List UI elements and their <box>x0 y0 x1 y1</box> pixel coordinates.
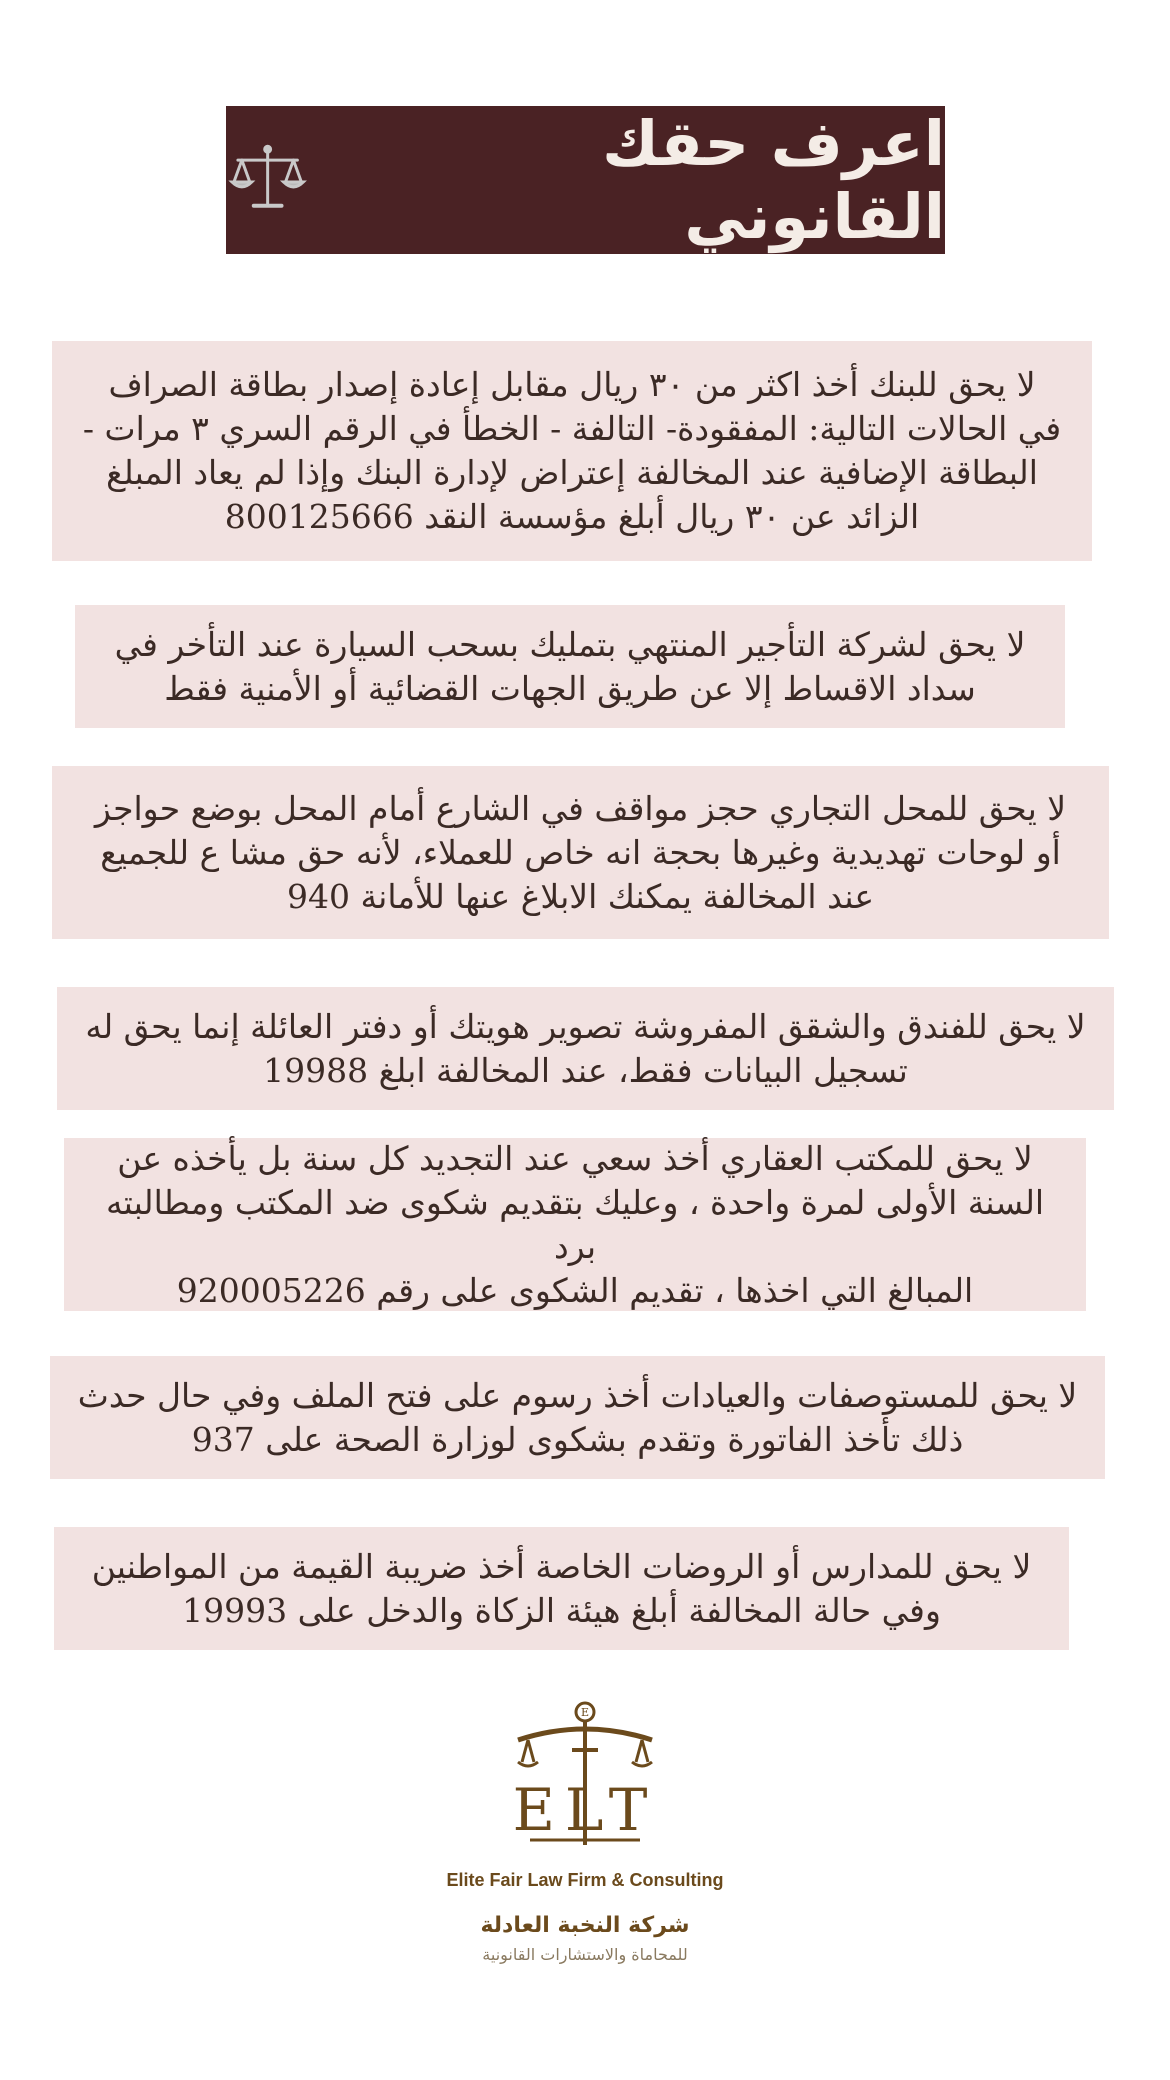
card-line: عند المخالفة يمكنك الابلاغ عنها للأمانة 940 <box>286 876 875 916</box>
right-card-shop-parking <box>52 766 1109 939</box>
firm-logo <box>500 1700 670 1852</box>
card-line: ذلك تأخذ الفاتورة وتقدم بشكوى لوزارة الصحة على 937 <box>191 1419 964 1459</box>
right-card-clinics <box>50 1356 1105 1479</box>
card-line: وفي حالة المخالفة أبلغ هيئة الزكاة والدخل على 19993 <box>182 1590 941 1630</box>
card-line: أو لوحات تهديدية وغيرها بحجة انه خاص للعملاء، لأنه حق مشا ع للجميع <box>100 832 1061 872</box>
firm-logo-block <box>385 1700 785 1964</box>
scales-icon <box>226 138 309 222</box>
card-line: لا يحق للمستوصفات والعيادات أخذ رسوم على فتح الملف وفي حال حدث <box>77 1375 1078 1415</box>
card-line: الزائد عن ٣٠ ريال أبلغ مؤسسة النقد 800125666 <box>224 497 920 536</box>
card-line: سداد الاقساط إلا عن طريق الجهات القضائية أو الأمنية فقط <box>164 668 976 708</box>
firm-name-ar: شركة النخبة العادلة <box>480 1913 690 1938</box>
card-line: السنة الأولى لمرة واحدة ، وعليك بتقديم شكوى ضد المكتب ومطالبته برد <box>105 1182 1045 1266</box>
card-line: لا يحق لشركة التأجير المنتهي بتمليك بسحب السيارة عند التأخر في <box>114 624 1026 664</box>
right-card-schools <box>54 1527 1069 1650</box>
firm-name-en: Elite Fair Law Firm & Consulting <box>446 1870 724 1890</box>
firm-subtitle-ar: للمحاماة والاستشارات القانونية <box>482 1945 688 1964</box>
title-banner <box>226 106 945 254</box>
card-line: لا يحق للمكتب العقاري أخذ سعي عند التجديد كل سنة بل يأخذه عن <box>117 1138 1033 1178</box>
card-line: في الحالات التالية: المفقودة- التالفة - الخطأ في الرقم السري ٣ مرات - <box>82 409 1062 448</box>
card-line: لا يحق للمدارس أو الروضات الخاصة أخذ ضريبة القيمة من المواطنين <box>91 1546 1032 1586</box>
right-card-hotel <box>57 987 1114 1110</box>
logo-letters: ELT <box>512 1776 658 1844</box>
card-line: لا يحق للفندق والشقق المفروشة تصوير هويتك أو دفتر العائلة إنما يحق له <box>85 1006 1086 1046</box>
right-card-bank <box>52 341 1092 561</box>
right-card-real-estate <box>64 1138 1086 1311</box>
card-line: لا يحق للبنك أخذ اكثر من ٣٠ ريال مقابل إعادة إصدار بطاقة الصراف <box>108 365 1036 404</box>
page-title: اعرف حقك القانوني <box>602 107 945 253</box>
right-card-leasing <box>75 605 1065 728</box>
card-line: المبالغ التي اخذها ، تقديم الشكوى على رقم 920005226 <box>176 1270 974 1310</box>
card-line: البطاقة الإضافية عند المخالفة إعتراض لإدارة البنك وإذا لم يعاد المبلغ <box>106 453 1038 492</box>
logo-top-letter: E <box>580 1706 590 1719</box>
card-line: لا يحق للمحل التجاري حجز مواقف في الشارع أمام المحل بوضع حواجز <box>94 788 1067 828</box>
card-line: تسجيل البيانات فقط، عند المخالفة ابلغ 19988 <box>263 1050 908 1090</box>
